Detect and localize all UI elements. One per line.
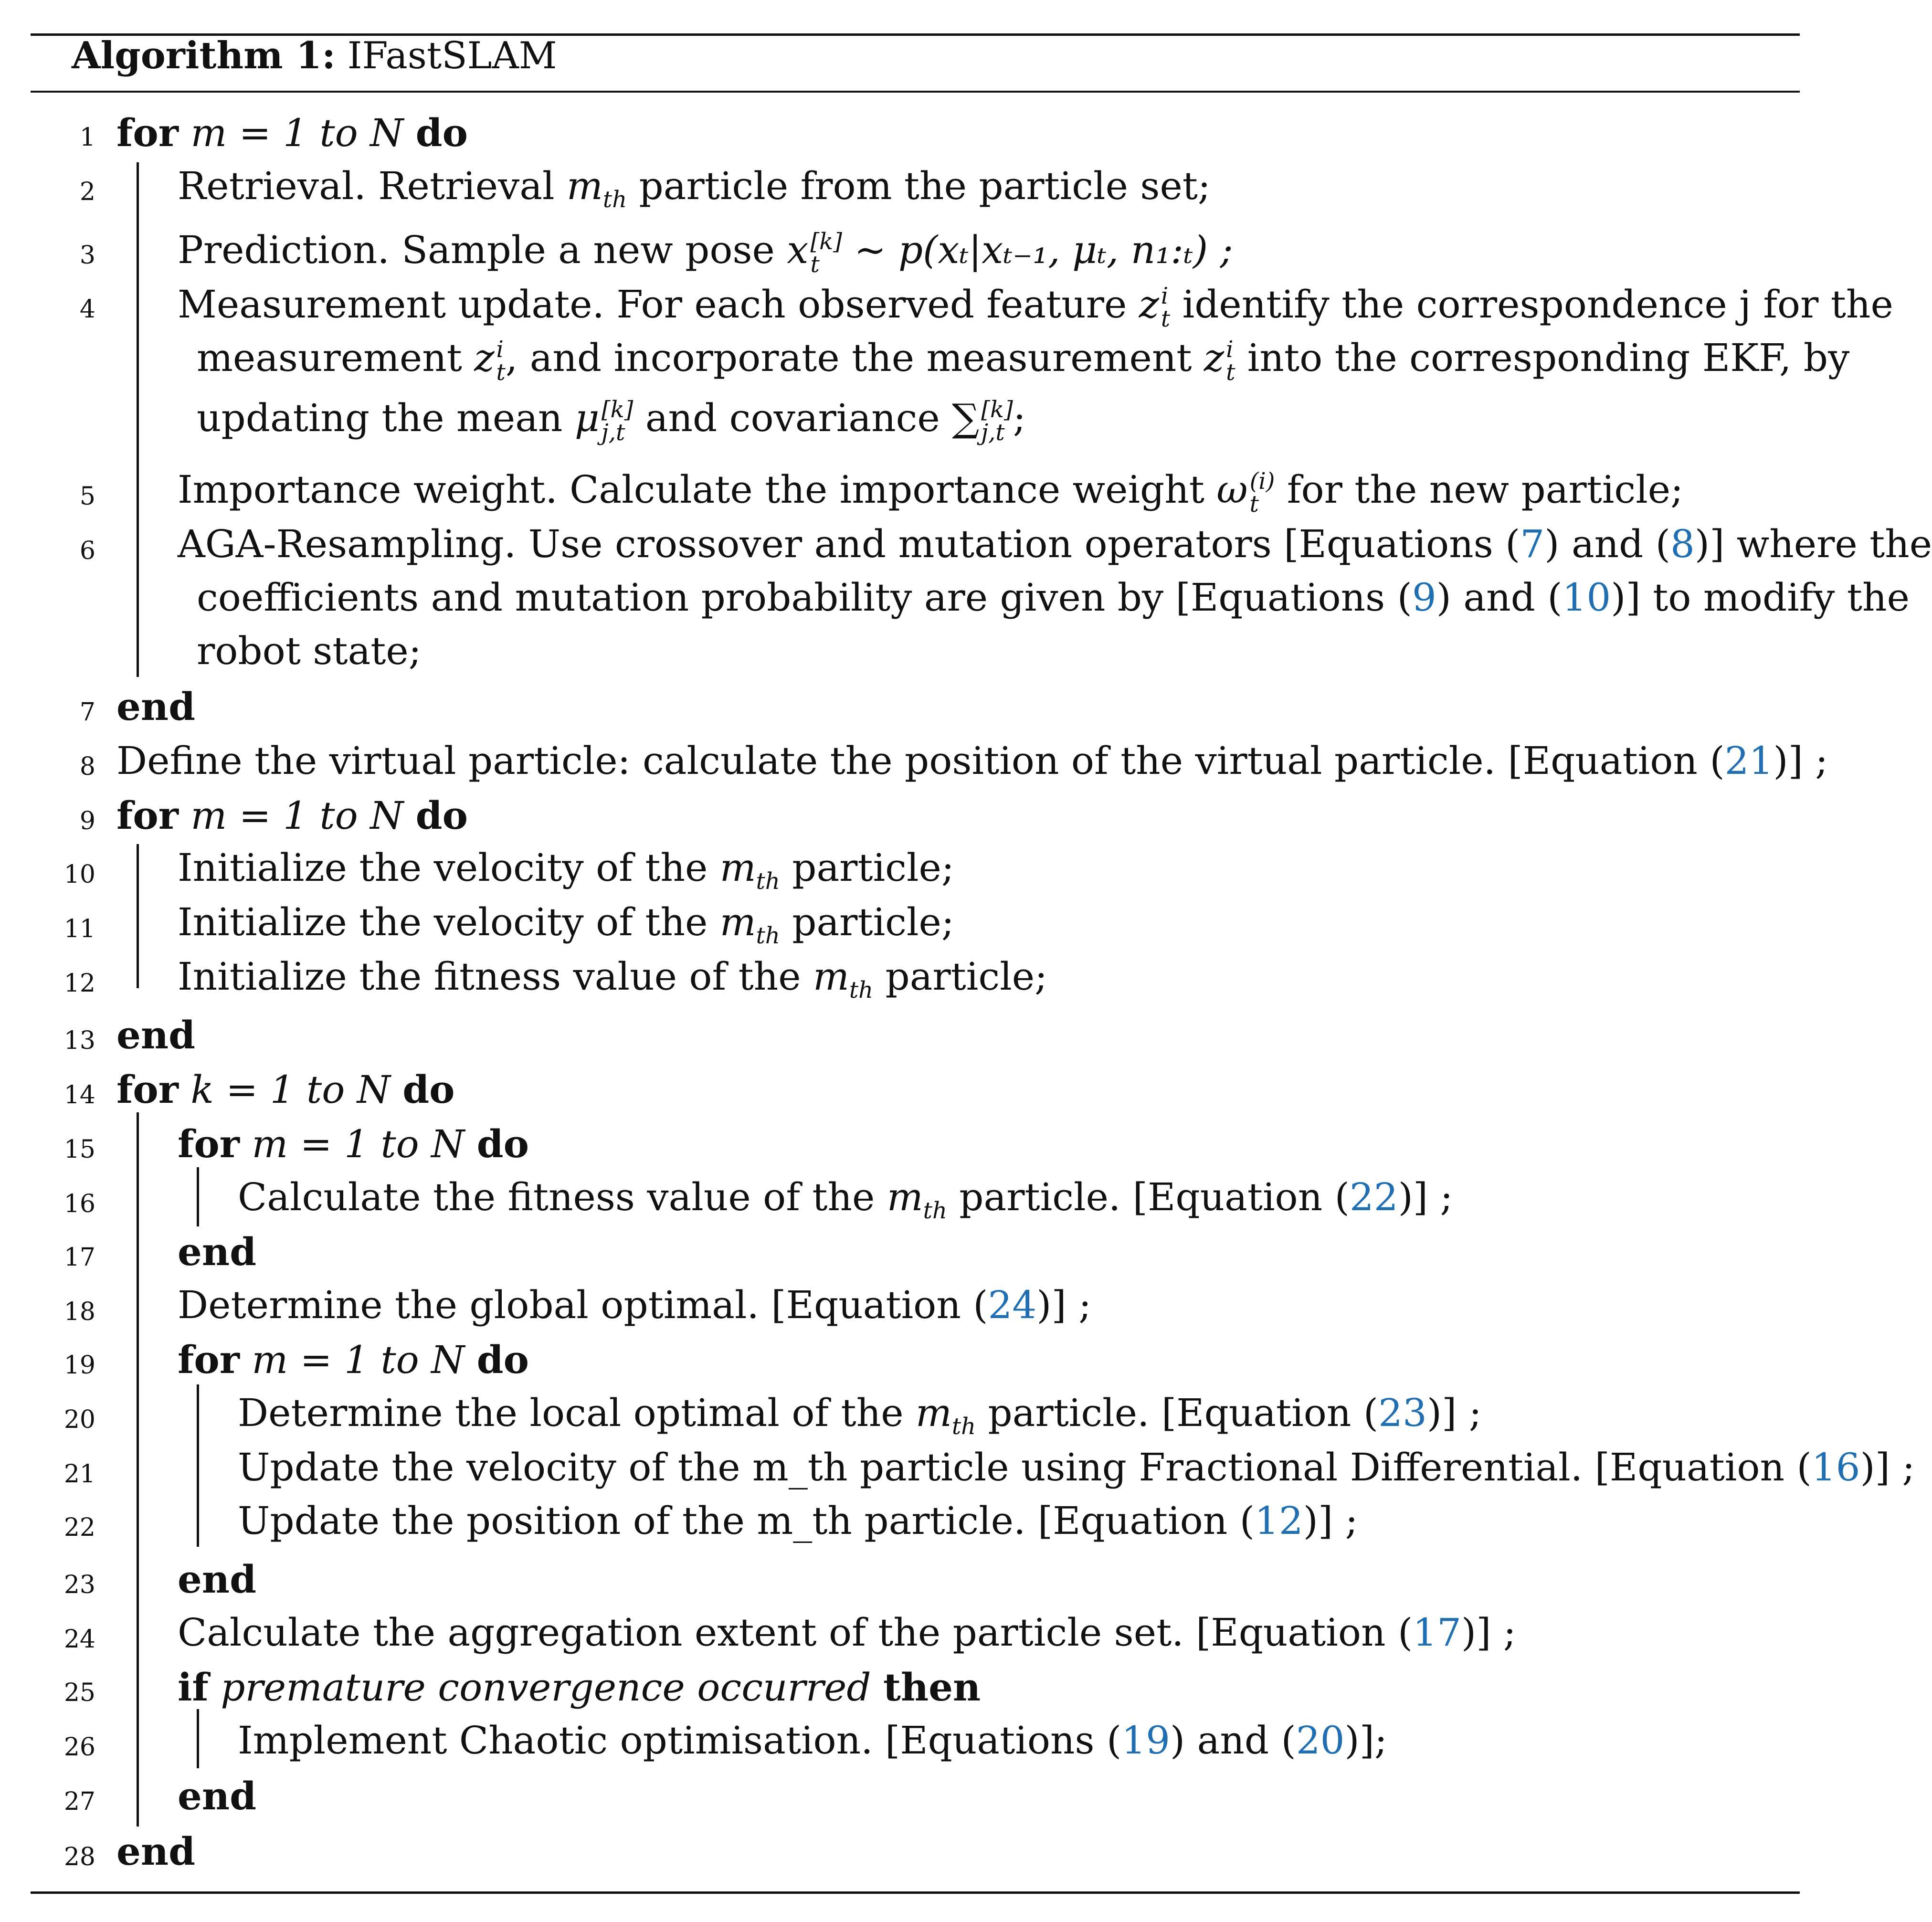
line-23-end: end: [178, 1557, 256, 1602]
line-number: 3: [79, 241, 95, 270]
scope-bar-inner1: [197, 1167, 199, 1226]
equation-link[interactable]: 7: [1520, 522, 1545, 566]
line-4c: updating the mean μ [k] j,t and covariance ∑ [k] j,t ;: [197, 396, 1026, 446]
line-5: Importance weight. Calculate the importance weight ω (i) t for the new particle;: [178, 467, 1684, 517]
equation-link[interactable]: 10: [1562, 575, 1611, 620]
line-number: 28: [63, 1843, 95, 1871]
scope-bar-loop1: [137, 162, 139, 677]
line-number: 10: [63, 860, 95, 889]
line-22: Update the position of the m_th particle. [Equation (12)] ;: [238, 1499, 1358, 1543]
equation-link[interactable]: 19: [1121, 1718, 1171, 1763]
line-number: 15: [63, 1135, 95, 1164]
line-number: 21: [63, 1460, 95, 1489]
line-number: 26: [63, 1733, 95, 1762]
line-number: 24: [63, 1625, 95, 1654]
line-number: 6: [79, 537, 95, 565]
line-3: Prediction. Sample a new pose x [k] t ∼ p(xₜ|xₜ₋₁, μₜ, n₁:ₜ) ;: [178, 228, 1233, 278]
line-8: Define the virtual particle: calculate the position of the virtual particle. [Equation (21)] ;: [116, 739, 1828, 783]
line-26: Implement Chaotic optimisation. [Equations (19) and (20)];: [238, 1718, 1387, 1763]
line-7-end: end: [116, 684, 195, 729]
scope-bar-loop3: [137, 1112, 139, 1827]
line-number: 12: [63, 969, 95, 998]
equation-link[interactable]: 23: [1378, 1391, 1427, 1435]
kw-for: for: [116, 110, 179, 155]
scope-bar-loop2: [137, 844, 139, 988]
line-18: Determine the global optimal. [Equation (24)] ;: [178, 1283, 1092, 1327]
line-13-end: end: [116, 1013, 195, 1057]
line-number: 1: [79, 123, 95, 152]
line-6c: robot state;: [197, 629, 422, 673]
line-number: 11: [63, 915, 95, 943]
line-24: Calculate the aggregation extent of the particle set. [Equation (17)] ;: [178, 1610, 1516, 1655]
line-16: Calculate the fitness value of the $m_{th}$ particle. [Equation (22)] ;: [238, 1175, 1453, 1224]
line-number: 5: [79, 482, 95, 511]
line-number: 4: [79, 295, 95, 324]
line-19: for m = 1 to N do: [178, 1337, 529, 1382]
line-number: 16: [63, 1190, 95, 1218]
caption-name: IFastSLAM: [347, 34, 557, 77]
line-25: if premature convergence occurred then: [178, 1665, 981, 1710]
scope-bar-inner2: [197, 1384, 199, 1547]
equation-link[interactable]: 8: [1670, 522, 1695, 566]
line-27-end: end: [178, 1774, 256, 1818]
equation-link[interactable]: 12: [1254, 1499, 1303, 1543]
caption-label: Algorithm 1:: [72, 34, 336, 77]
line-number: 27: [63, 1787, 95, 1816]
line-4a: Measurement update. For each observed feature z i t identify the correspondence j for the: [178, 282, 1893, 332]
line-12: Initialize the fitness value of the $m_{th}$ particle;: [178, 954, 1048, 1003]
line-9: for m = 1 to N do: [116, 793, 468, 838]
bottom-rule: [31, 1891, 1800, 1894]
line-20: Determine the local optimal of the $m_{th}$ particle. [Equation (23)] ;: [238, 1391, 1482, 1440]
equation-link[interactable]: 22: [1349, 1175, 1398, 1219]
line-number: 7: [79, 698, 95, 727]
equation-link[interactable]: 9: [1412, 575, 1436, 620]
line-1: [116, 110, 468, 155]
line-6b: coefficients and mutation probability are given by [Equations (9) and (10)] to modify the: [197, 575, 1910, 620]
equation-link[interactable]: 24: [988, 1283, 1037, 1327]
line-number: 22: [63, 1513, 95, 1542]
line-number: 25: [63, 1679, 95, 1707]
line-21: Update the velocity of the m_th particle using Fractional Differential. [Equation (16)] ;: [238, 1445, 1915, 1489]
line-number: 18: [63, 1298, 95, 1326]
line-28-end: end: [116, 1829, 195, 1874]
algorithm-caption: [72, 34, 557, 77]
line-11: Initialize the velocity of the $m_{th}$ particle;: [178, 900, 954, 949]
line-2: Retrieval. Retrieval $m_{th}$ particle from the particle set;: [178, 164, 1211, 213]
line-number: 17: [63, 1243, 95, 1272]
line-number: 9: [79, 807, 95, 835]
equation-link[interactable]: 16: [1811, 1445, 1860, 1489]
line-6a: AGA-Resampling. Use crossover and mutation operators [Equations (7) and (8)] where the: [178, 522, 1932, 566]
line-number: 2: [79, 178, 95, 206]
caption-rule: [31, 91, 1800, 93]
line-4b: measurement z i t , and incorporate the measurement z i t into the corresponding EKF, by: [197, 336, 1850, 386]
kw-do: do: [415, 110, 468, 155]
line-number: 8: [79, 752, 95, 781]
line-15: for m = 1 to N do: [178, 1121, 529, 1166]
line-number: 13: [63, 1026, 95, 1055]
line-number: 19: [63, 1351, 95, 1380]
line-17-end: end: [178, 1229, 256, 1274]
equation-link[interactable]: 21: [1724, 739, 1774, 783]
equation-link[interactable]: 20: [1296, 1718, 1345, 1763]
line-10: Initialize the velocity of the $m_{th}$ particle;: [178, 845, 954, 895]
line-number: 20: [63, 1405, 95, 1434]
loop-range: m = 1 to N: [190, 111, 404, 155]
line-14: for k = 1 to N do: [116, 1067, 455, 1112]
scope-bar-inner3: [197, 1709, 199, 1768]
equation-link[interactable]: 17: [1413, 1610, 1461, 1655]
line-number: 23: [63, 1571, 95, 1599]
line-number: 14: [63, 1081, 95, 1109]
